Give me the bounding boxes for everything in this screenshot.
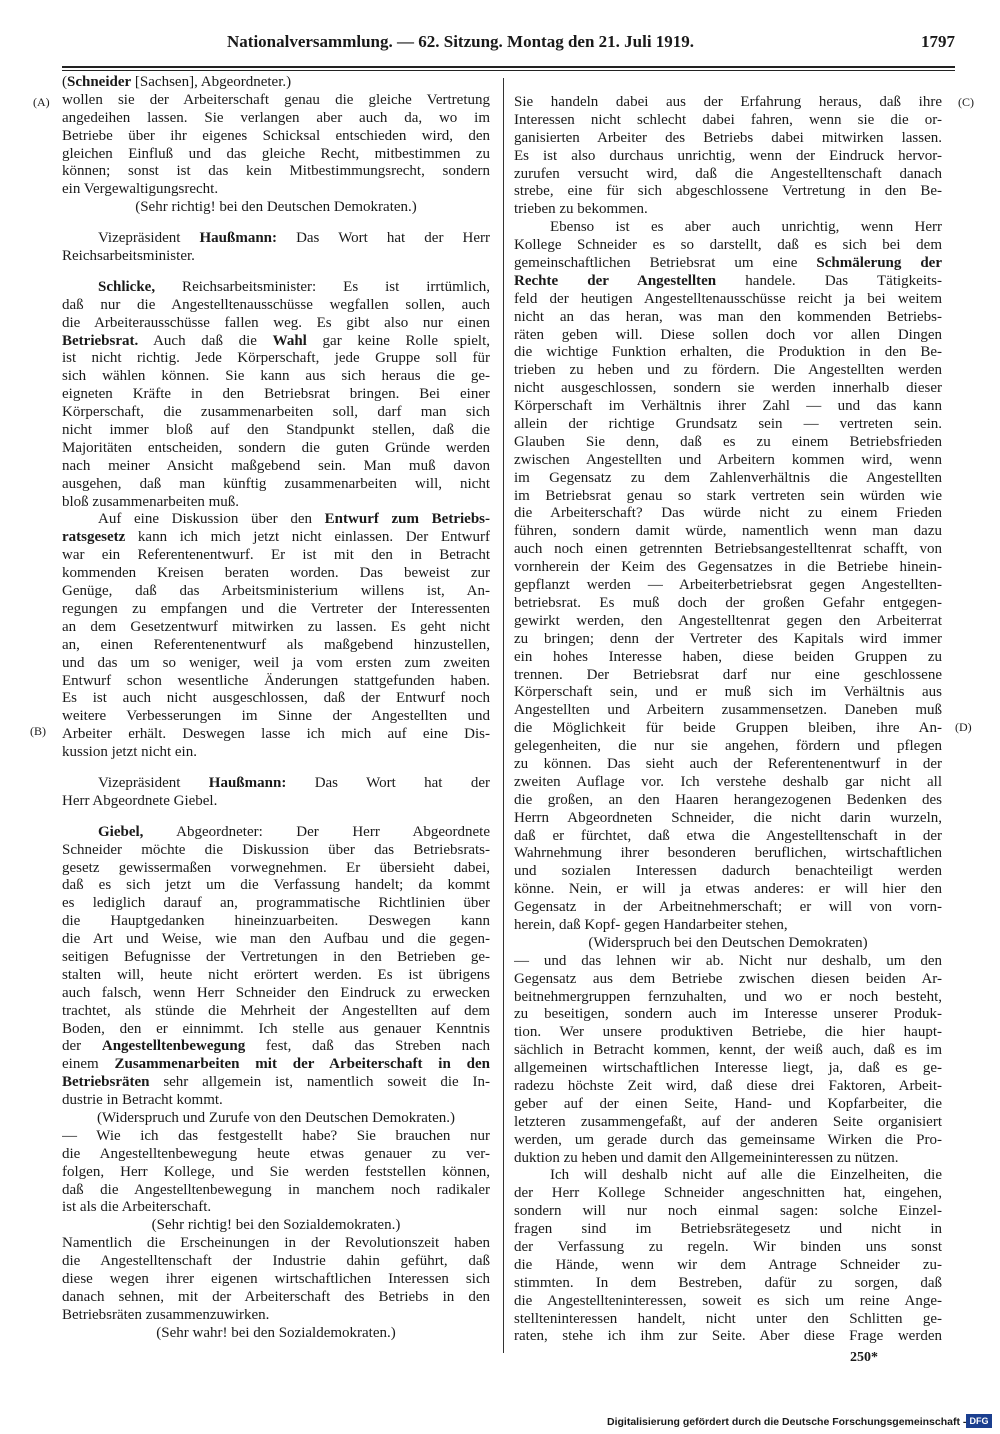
text-line: seitigen Befugnisse der Vertretungen in den Betrieben ge- [62, 948, 490, 965]
text-line: gleichen Einfluß und das gleiche Recht, mitbestimmen zu [62, 145, 490, 162]
text-line: duktion zu heben und damit den Allgemeininteressen zu nützen. [514, 1149, 899, 1166]
paragraph [62, 1235, 490, 1324]
bold-text: Betriebsräten [62, 1074, 150, 1091]
text-line: die wichtige Funktion erhalten, die Produktion in den Be- [514, 344, 942, 361]
text-line: geber auf der einen Seite, Hand- und Kopfarbeiter, die [514, 1095, 942, 1112]
text-line: sich wählen können. Sie kann aus sich heraus die ge- [62, 368, 490, 385]
text-line: sächlich in Betracht kommen, kennt, der weiß auch, daß es im [514, 1042, 942, 1059]
header-title: Nationalversammlung. — 62. Sitzung. Montag den 21. Juli 1919. [227, 32, 695, 51]
text-line: ein Vergewaltigungsrecht. [62, 181, 219, 198]
text-line: und das um so weniger, weil ja vom ersten zum zweiten [62, 654, 490, 671]
text-line: an, einen Referentenentwurf als maßgebend hinzustellen, [62, 636, 490, 653]
text-line: im Gegensatz zu dem Zahlenverhältnis die Angestellten [514, 469, 942, 486]
bold-text: Wahl [272, 332, 307, 349]
text-line: letzteren zusammengefaßt, auf der anderen Seite organisiert [514, 1113, 942, 1130]
text-line: allein der richtige Grundsatz sein — vertreten sein. [514, 416, 942, 433]
running-header [62, 32, 955, 56]
text-line: Körperschaft im Verhältnis ihrer Zahl — und das kann [514, 398, 942, 415]
paragraph-gap [62, 266, 490, 279]
text-line: gewirkt werden, den Angestelltenrat gegen den Arbeiterrat [514, 612, 942, 629]
paragraph [514, 1167, 942, 1346]
text-line: Namentlich die Erscheinungen in der Revolutionszeit haben [62, 1235, 490, 1252]
text-line: eigneten Kräfte in den Betriebsrat bringen. Bei einer [62, 386, 490, 403]
paragraph [514, 953, 942, 1168]
footer-credit: Digitalisierung gefördert durch die Deutsche Forschungsgemeinschaft - [607, 1416, 967, 1428]
text-line: trennen. Der Betriebsrat darf nur eine geschlossene [514, 666, 942, 683]
text-line: ein hohes Interesse haben, diese beiden Gruppen zu [514, 648, 942, 665]
text-line: Herr Abgeordnete Giebel. [62, 792, 218, 809]
interjection [62, 1217, 490, 1235]
text-run: Auf eine Diskussion über den [98, 511, 325, 528]
text-run: Das Wort hat der [286, 774, 490, 791]
text-line: Es ist auch nicht ausgeschlossen, daß der Entwurf noch [62, 690, 490, 707]
text-line: beitnehmergruppen fernzuhalten, und wo er noch besteht, [514, 988, 942, 1005]
bold-text: Schneider [67, 74, 132, 90]
bold-text: Entwurf zum Betriebs- [324, 511, 490, 528]
text-line: nicht immer bloß auf den Standpunkt stellen, daß die [62, 422, 490, 439]
text-line: gepflanzt werden — Arbeiterbetriebsrat gegen Angestellten- [514, 577, 942, 594]
text-run: Auch daß die [138, 332, 273, 349]
paragraph-gap [62, 762, 490, 775]
paragraph [62, 511, 490, 761]
text-line: trachtet, als stünde die Mehrheit der Angestellten auf dem [62, 1002, 490, 1019]
text-line: trieben zu bekommen. [514, 201, 648, 218]
text-line: es lediglich darauf an, programmatische Richtlinien über [62, 895, 490, 912]
text-line: allgemeinen wirtschaftlichen Interesse liegt, ja, daß es ge- [514, 1060, 942, 1077]
text-line: Gegensatz in der Arbeitnehmerschaft; er will von vorn- [514, 899, 942, 916]
paragraph [514, 219, 942, 935]
text-line: könne. Nein, er will ja etwas anderes: er will hier den [514, 881, 942, 898]
interjection [62, 1110, 490, 1128]
paragraph [62, 824, 490, 1110]
text-run: Vizepräsident [98, 774, 209, 791]
text-line: Es ist also durchaus unrichtig, wenn der Eindruck hervor- [514, 147, 942, 164]
text-line: im Betriebsrat genau so stark vertreten sein würden wie [514, 487, 942, 504]
text-line: zu können. Das sieht auch der Referentenentwurf in der [514, 755, 942, 772]
text-line: Glauben Sie denn, daß es zu einem Betriebsfrieden [514, 433, 942, 450]
text-run: handele. Das Tätigkeits- [716, 272, 942, 289]
text-line: kussion jetzt nicht ein. [62, 744, 197, 761]
text-run: Das Wort hat der Herr [277, 230, 490, 247]
page-number: 1797 [921, 32, 955, 51]
interjection [62, 199, 490, 217]
text-line: herein, daß Kopf- gegen Handarbeiter stehen, [514, 916, 788, 933]
text-line: (Sehr richtig! bei den Sozialdemokraten.) [151, 1217, 401, 1234]
text-line: an dem Gesetzentwurf mitwirken zu lassen. Es geht nicht [62, 618, 490, 635]
text-run: Abgeordneter: Der Herr Abgeordnete [143, 823, 490, 840]
text-line: war ein Referentenentwurf. Er ist mit den in Betracht [62, 547, 490, 564]
text-line: regungen zu empfangen und die Vertreter der Interessenten [62, 600, 490, 617]
text-line: stalten will, heute nicht erörtert werden. Es ist übrigens [62, 966, 490, 983]
bold-text: Angestelltenbewegung [101, 1038, 246, 1055]
text-line: werden, um gerade durch das gemeinsame Wirken die Pro- [514, 1131, 942, 1148]
paragraph [514, 94, 942, 219]
text-line: Betriebsräten zusammenzuwirken. [62, 1306, 270, 1323]
text-line: die Hände, wenn wir dem Antrage Schneider zu- [514, 1256, 942, 1273]
text-line [62, 279, 490, 297]
text-line: nicht an das heran, was man den kommenden Betriebs- [514, 308, 942, 325]
header-rule-thin [62, 70, 955, 71]
text-line: trieben zu heben und zu fördern. Die Angestellten werden [514, 362, 942, 379]
text-line: stellteninteressen handelt, nicht unter den Schlitten ge- [514, 1310, 942, 1327]
text-line [62, 529, 490, 547]
text-run: [Sachsen], Abgeordneter.) [131, 74, 292, 90]
text-line: sondern will nur noch einmal sagen: solche Einzel- [514, 1203, 942, 1220]
bold-text: Schmälerung der [816, 255, 942, 272]
text-line: ist nicht richtig. Jede Körperschaft, jede Gruppe soll für [62, 350, 490, 367]
text-line: räten geben will. Diese sollen doch vor allen Dingen [514, 326, 942, 343]
text-line: daß nur die Angestelltenausschüsse wegfallen sollen, auch [62, 296, 490, 313]
bold-text: ratsgesetz [62, 529, 126, 546]
bold-text: Zusammenarbeiten mit der Arbeiterschaft in den [114, 1056, 490, 1073]
text-line: zwischen Angestellten und Arbeitern kommen wird, wenn [514, 451, 942, 468]
text-line: zweiten Auflage vor. Ich verstehe deshalb gar nicht all [514, 773, 942, 790]
text-line: Genüge, daß das Arbeitsministerium willens ist, An- [62, 583, 490, 600]
paragraph [62, 92, 490, 199]
margin-mark-b: (B) [30, 724, 46, 738]
text-line: vornherein der Keim des Gegensatzes in die Betriebe hinein- [514, 559, 942, 576]
text-run: gar keine Rolle spielt, [306, 332, 490, 349]
text-line: gesetz gewissermaßen vorwegnehmen. Er übersieht dabei, [62, 859, 490, 876]
text-run: Reichsarbeitsminister: Es ist irrtümlich, [155, 278, 490, 295]
text-line: fragen sind im Betriebsrätegesetz und nicht in [514, 1221, 942, 1238]
text-line: angedeihen lassen. Sie verlangen aber auch da, wo im [62, 109, 490, 126]
text-line: folgen, Herr Kollege, und Sie werden feststellen können, [62, 1163, 490, 1180]
text-line: gelegenheiten, die nur sie angehen, fördern und pflegen [514, 738, 942, 755]
signature-mark: 250* [850, 1350, 878, 1365]
text-line: diese wegen ihrer eigenen wirtschaftlichen Interessen sich [62, 1271, 490, 1287]
text-line: wollen sie der Arbeiterschaft genau die gleiche Vertretung [62, 91, 490, 108]
margin-mark-a: (A) [33, 95, 50, 109]
text-line: tion. Wer unsere produktiven Betriebe, die hier haupt- [514, 1024, 942, 1041]
text-line [62, 333, 490, 351]
text-run: Vizepräsident [98, 230, 200, 247]
text-line: Gegensatz aus dem Betriebe zwischen diesen beiden Ar- [514, 970, 942, 987]
text-line: zu beseitigen, sondern auch im Interesse unserer Produk- [514, 1006, 942, 1023]
text-run: einem [62, 1056, 115, 1073]
text-line: danach sehnen, mit der Arbeiterschaft des Betriebs in den [62, 1288, 490, 1305]
text-run: kann ich mich jetzt nicht einlassen. Der Entwurf [125, 529, 490, 546]
text-line: der Verfassung zu regeln. Wir binden uns sonst [514, 1239, 942, 1255]
text-line: auch falsch, wenn Herr Schneider den Eindruck zu erwecken [62, 984, 490, 1001]
text-line: kommenden Kreisen beraten worden. Das beweist zur [62, 565, 490, 582]
text-line [514, 255, 942, 273]
left-column [62, 74, 490, 1343]
bold-text: Betriebsrat. [62, 332, 139, 349]
text-line: Betriebe über ihr eigenes Schicksal entschieden wird, den [62, 127, 490, 144]
text-line: die Art und Weise, wie man den Aufbau und die gegen- [62, 931, 490, 948]
bold-text: Giebel, [98, 823, 144, 840]
text-line: Angestellten und Arbeitern zusammensetzen. Daneben muß [514, 702, 942, 719]
text-line: führen, sondern damit würde, namentlich wenn man dazu [514, 523, 942, 540]
text-line: — Wie ich das festgestellt habe? Sie brauchen nur [62, 1127, 490, 1144]
text-line: (Sehr wahr! bei den Sozialdemokraten.) [156, 1324, 396, 1341]
text-line: Majoritäten entscheiden, sondern die guten Gründe werden [62, 439, 490, 456]
text-line: können; sonst ist das kein Mitbestimmungsrecht, sondern [62, 163, 490, 180]
text-line: radezu höchste Zeit wird, daß diese drei Faktoren, Arbeit- [514, 1077, 942, 1094]
text-line: Herrn Abgeordneten Schneider, die nicht darin wurzeln, [514, 809, 942, 826]
text-line: dustrie in Betracht kommt. [62, 1092, 223, 1109]
text-line: zu bringen; denn der Vertreter des Kapitals wird immer [514, 630, 942, 647]
text-line: (Widerspruch und Zurufe von den Deutschen Demokraten.) [96, 1109, 456, 1126]
text-line: die großen, an den Haaren herangezogenen Bedenken des [514, 791, 942, 808]
bold-text: Haußmann: [208, 774, 287, 791]
text-line: die Arbeiterschaft? Das würde nicht zu einem Frieden [514, 505, 942, 522]
text-line: (Widerspruch bei den Deutschen Demokraten) [588, 934, 868, 951]
text-line: Reichsarbeitsminister. [62, 248, 195, 265]
right-column [514, 94, 942, 1346]
text-line: die Arbeiterausschüsse fallen weg. Es gibt also nur einen [62, 314, 490, 331]
text-line [62, 74, 490, 92]
paragraph-gap [62, 217, 490, 230]
text-line [62, 775, 490, 793]
text-line: daß die Angestelltenbewegung in manchem noch radikaler [62, 1181, 490, 1198]
text-line: nicht ausgeschlossen, sondern sie werden innerhalb dieser [514, 380, 942, 397]
text-line: Ebenso ist es aber auch unrichtig, wenn Herr [550, 219, 942, 236]
text-line [62, 230, 490, 248]
text-line [62, 1038, 490, 1056]
text-line: und sozialen Interessen dadurch benachteiligt werden [514, 863, 942, 880]
text-line: die Hauptgedanken hineinzuarbeiten. Deswegen kann [62, 913, 490, 930]
text-line: Interessen nicht schlecht dabei fahren, wenn sie die or- [514, 111, 942, 128]
text-run: ( [62, 74, 67, 90]
text-line: raten, stehe ich ihm zur Seite. Aber diese Frage werden [514, 1328, 942, 1345]
text-line: die Angestellteninteressen, soweit es sich um reine Ange- [514, 1292, 942, 1309]
text-line: Boden, den er einnimmt. Ich stelle aus genauer Kenntnis [62, 1020, 490, 1037]
text-run: der [62, 1038, 102, 1055]
column-divider [503, 78, 504, 1353]
margin-mark-c: (C) [958, 95, 974, 109]
dfg-logo: DFG [966, 1414, 992, 1428]
text-line: nach meiner Ansicht maßgebend sein. Man muß davon [62, 457, 490, 474]
text-line [62, 1056, 490, 1074]
text-line: der Herr Kollege Schneider angeschnitten hat, eingehen, [514, 1185, 942, 1202]
text-line: (Sehr richtig! bei den Deutschen Demokraten.) [135, 199, 417, 216]
bold-text: Haußmann: [199, 230, 277, 247]
text-line: die Angestelltenschaft der Industrie dahin geführt, daß [62, 1253, 490, 1270]
text-line: bloß zusammenarbeiten muß. [62, 493, 240, 510]
text-line: auch noch einen getrennten Betriebsangestelltenrat schafft, von [514, 541, 942, 558]
text-line [514, 273, 942, 291]
text-line: Sie handeln dabei aus der Erfahrung heraus, daß ihre [514, 94, 942, 110]
header-rule [62, 66, 955, 68]
text-line [62, 824, 490, 842]
speaker-continuation-heading [62, 74, 490, 92]
text-line: die Angestelltenbewegung heute etwas genauer zu ver- [62, 1145, 490, 1162]
text-line: Körperschaft sein, und er muß sich im Verhältnis aus [514, 684, 942, 701]
text-line: betriebsrat. Es muß doch der großen Gefahr entgegen- [514, 594, 942, 611]
text-line: Körperschaft, die zusammenarbeiten soll, darf man sich [62, 404, 490, 421]
paragraph [62, 1128, 490, 1217]
margin-mark-d: (D) [955, 720, 972, 734]
text-line: feld der heutigen Angestelltenausschüsse reicht ja bei weitem [514, 290, 942, 307]
text-line: daß es sich jetzt um die Verfassung handelt; da kommt [62, 877, 490, 894]
text-line: ist als die Arbeiterschaft. [62, 1199, 212, 1216]
text-line: stimmten. In dem Bestreben, dafür zu sorgen, daß [514, 1274, 942, 1291]
text-run: sehr allgemein ist, namentlich soweit die In- [149, 1074, 490, 1091]
text-line: Entwurf schon wesentliche Änderungen stattgefunden haben. [62, 672, 490, 689]
text-line: die Möglichkeit für beide Gruppen bleiben, ihre An- [514, 720, 942, 737]
paragraph-gap [62, 811, 490, 824]
text-line: daß er fürchtet, daß etwa die Angestelltenschaft in der [514, 827, 942, 844]
interjection [514, 935, 942, 953]
text-line: zurufen versucht wird, daß die Angestelltenschaft danach [514, 165, 942, 182]
paragraph [62, 279, 490, 512]
text-line: Wahrnehmung ihrer besonderen beruflichen, wirtschaftlichen [514, 845, 942, 862]
text-line: weitere Verbesserungen im Sinne der Angestellten und [62, 708, 490, 725]
text-line: ausgehen, daß man künftig zusammenarbeiten will, nicht [62, 475, 490, 492]
text-line [62, 511, 490, 529]
text-line: strebe, eine für sich abgeschlossene Vertretung in den Be- [514, 183, 942, 200]
text-line: Schneider möchte die Diskussion über das Betriebsrats- [62, 841, 490, 858]
text-line: Arbeiter erhält. Deswegen lasse ich mich auf eine Dis- [62, 726, 490, 743]
text-line: Ich will deshalb nicht auf alle die Einzelheiten, die [550, 1167, 942, 1184]
text-run: fest, daß das Streben nach [245, 1038, 490, 1055]
paragraph [62, 230, 490, 266]
text-line: ganisierten Arbeiter des Betriebs dabei mitwirken lassen. [514, 129, 942, 146]
paragraph [62, 775, 490, 811]
text-line: — und das lehnen wir ab. Nicht nur deshalb, um den [514, 952, 942, 969]
bold-text: Rechte der Angestellten [514, 272, 717, 289]
interjection [62, 1325, 490, 1343]
text-line [62, 1074, 490, 1092]
text-line: Kollege Schneider es so darstellt, daß es sich bei dem [514, 237, 942, 254]
bold-text: Schlicke, [98, 278, 156, 295]
text-run: gemeinschaftlichen Betriebsrat um eine [514, 255, 817, 272]
